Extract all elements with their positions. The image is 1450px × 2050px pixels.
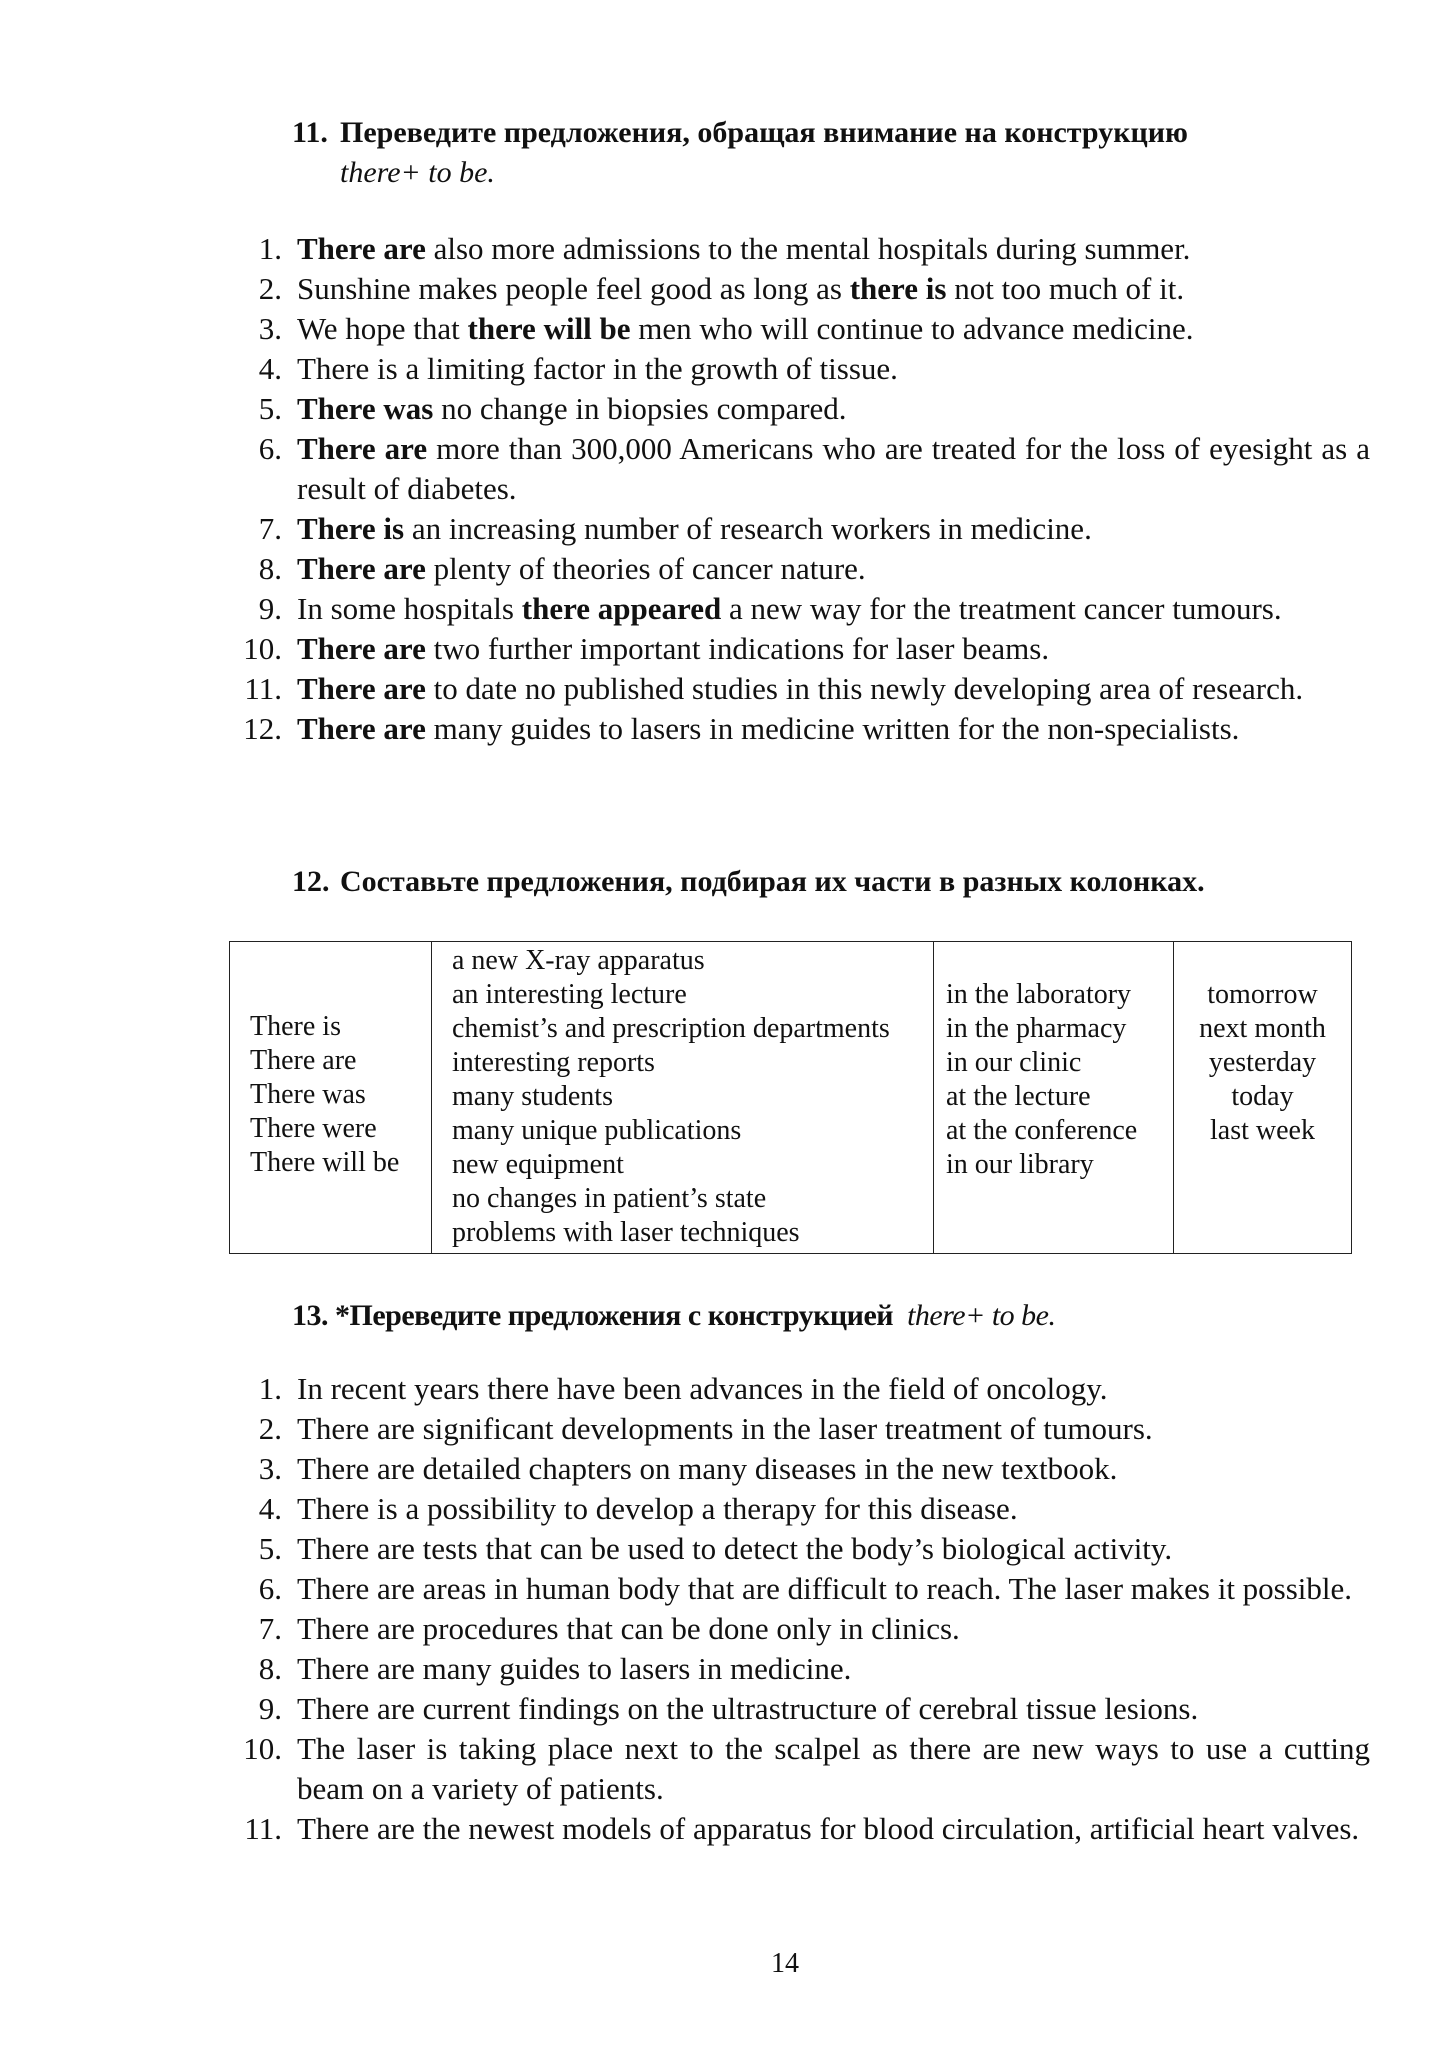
list-item <box>0 1569 1450 1609</box>
item-text-part: In recent years there have been advances in the field of oncology. <box>297 1371 1108 1406</box>
item-number: 9. <box>258 591 282 626</box>
item-number: 10. <box>243 1731 282 1766</box>
item-text <box>297 429 1370 509</box>
item-text <box>297 269 1370 309</box>
table-cell-entry: in our clinic <box>946 1047 1082 1078</box>
item-text-part: a new way for the treatment cancer tumours. <box>721 591 1282 626</box>
exercise-11-heading <box>292 113 1367 193</box>
item-number: 6. <box>258 431 282 466</box>
table-cell-entry: in the pharmacy <box>946 1013 1127 1044</box>
list-item <box>0 1449 1450 1489</box>
table-cell-entry: no changes in patient’s state <box>452 1183 767 1214</box>
item-text <box>297 509 1370 549</box>
table-cell-entry: last week <box>1210 1115 1315 1146</box>
item-text <box>297 1449 1370 1489</box>
item-text <box>297 1369 1370 1409</box>
exercise-11-formula: there+ to be. <box>340 156 495 189</box>
item-text-part: an increasing number of research workers in medicine. <box>404 511 1092 546</box>
table-cell-entry: There will be <box>250 1147 400 1178</box>
item-text-part: Sunshine makes people feel good as long as <box>297 271 850 306</box>
construction-highlight: There are <box>297 231 426 266</box>
table-cell-entry: at the lecture <box>946 1081 1091 1112</box>
item-number: 7. <box>258 511 282 546</box>
table-column-object <box>432 942 934 1253</box>
item-number: 8. <box>258 1651 282 1686</box>
list-item <box>0 1729 1450 1809</box>
item-number: 6. <box>258 1571 282 1606</box>
table-column-time <box>1174 942 1351 1253</box>
exercise-11-title: Переведите предложения, обращая внимание на конструкцию <box>340 116 1188 149</box>
list-item <box>0 629 1450 669</box>
exercise-12-number: 12. <box>292 865 330 898</box>
construction-highlight: There are <box>297 431 428 466</box>
table-cell-entry: at the conference <box>946 1115 1138 1146</box>
item-number: 11. <box>244 1811 282 1846</box>
list-item <box>0 1809 1450 1849</box>
table-cell-entry: many students <box>452 1081 613 1112</box>
table-cell-entry: There is <box>250 1011 341 1042</box>
item-text-part: In some hospitals <box>297 591 522 626</box>
item-text-part: to date no published studies in this newly developing area of research. <box>425 671 1304 706</box>
item-text-part: more than 300,000 Americans who are treated for the loss of eyesight as a result of diabetes. <box>297 431 1370 506</box>
construction-highlight: there will be <box>467 311 631 346</box>
table-cell-entry: in our library <box>946 1149 1094 1180</box>
item-text-part: There are tests that can be used to detect the body’s biological activity. <box>297 1531 1173 1566</box>
table-cell-entry: today <box>1231 1081 1294 1112</box>
table-cell-entry: There were <box>250 1113 377 1144</box>
exercise-13-formula: there+ to be. <box>907 1299 1056 1332</box>
list-item <box>0 1369 1450 1409</box>
item-text-part: no change in biopsies compared. <box>433 391 847 426</box>
table-cell-entry: yesterday <box>1208 1047 1317 1078</box>
table-cell-entry: There was <box>250 1079 366 1110</box>
list-item <box>0 229 1450 269</box>
list-item <box>0 429 1450 509</box>
exercise-11-list <box>0 229 1450 749</box>
item-number: 11. <box>244 671 282 706</box>
item-text-part: There are the newest models of apparatus for blood circulation, artificial heart valves. <box>297 1811 1360 1846</box>
item-number: 10. <box>243 631 282 666</box>
exercise-11-number: 11. <box>292 116 328 149</box>
item-text <box>297 309 1370 349</box>
item-number: 2. <box>258 1411 282 1446</box>
table-cell-entry: interesting reports <box>452 1047 655 1078</box>
item-number: 2. <box>258 271 282 306</box>
list-item <box>0 549 1450 589</box>
item-text-part: men who will continue to advance medicine. <box>630 311 1194 346</box>
list-item <box>0 349 1450 389</box>
item-text-part: There are current findings on the ultrastructure of cerebral tissue lesions. <box>297 1691 1199 1726</box>
list-item <box>0 1489 1450 1529</box>
item-text <box>297 1609 1370 1649</box>
item-number: 5. <box>258 391 282 426</box>
exercise-13-heading <box>292 1296 1367 1336</box>
item-number: 4. <box>258 351 282 386</box>
item-text <box>297 229 1370 269</box>
exercise-13-list <box>0 1369 1450 1849</box>
construction-highlight: There are <box>297 631 426 666</box>
item-number: 3. <box>258 311 282 346</box>
item-number: 12. <box>243 711 282 746</box>
list-item <box>0 709 1450 749</box>
item-text <box>297 389 1370 429</box>
item-number: 9. <box>258 1691 282 1726</box>
list-item <box>0 389 1450 429</box>
table-cell-entry: new equipment <box>452 1149 624 1180</box>
table-cell-entry: chemist’s and prescription departments <box>452 1013 890 1044</box>
item-text-part: The laser is taking place next to the scalpel as there are new ways to use a cutting beam on a variety of patients. <box>297 1731 1370 1806</box>
item-text <box>297 1409 1370 1449</box>
list-item <box>0 1409 1450 1449</box>
item-text <box>297 549 1370 589</box>
table-cell-entry: There are <box>250 1045 357 1076</box>
item-text <box>297 1689 1370 1729</box>
construction-highlight: there is <box>849 271 947 306</box>
item-text-part: We hope that <box>297 311 468 346</box>
list-item <box>0 1609 1450 1649</box>
item-text-part: There are procedures that can be done only in clinics. <box>297 1611 960 1646</box>
exercise-13-number: 13. * <box>292 1299 350 1332</box>
item-text <box>297 1809 1370 1849</box>
item-text-part: There are significant developments in the laser treatment of tumours. <box>297 1411 1153 1446</box>
construction-highlight: There are <box>297 711 426 746</box>
table-column-place <box>934 942 1174 1253</box>
item-text <box>297 1729 1370 1809</box>
table-cell-entry: tomorrow <box>1207 979 1318 1010</box>
list-item <box>0 269 1450 309</box>
table-cell-entry: many unique publications <box>452 1115 742 1146</box>
construction-highlight: there appeared <box>521 591 722 626</box>
table-column-subject <box>230 942 432 1253</box>
item-number: 1. <box>258 1371 282 1406</box>
list-item <box>0 309 1450 349</box>
item-number: 3. <box>258 1451 282 1486</box>
item-text <box>297 1489 1370 1529</box>
table-cell-entry: next month <box>1199 1013 1326 1044</box>
table-cell-entry: an interesting lecture <box>452 979 687 1010</box>
list-item <box>0 589 1450 629</box>
sentence-parts-table <box>229 941 1352 1254</box>
item-number: 8. <box>258 551 282 586</box>
item-text-part: There are areas in human body that are difficult to reach. The laser makes it possible. <box>297 1571 1353 1606</box>
item-number: 1. <box>258 231 282 266</box>
item-text-part: There are many guides to lasers in medicine. <box>297 1651 852 1686</box>
item-text <box>297 629 1370 669</box>
exercise-12-heading <box>292 862 1367 902</box>
item-text-part: also more admissions to the mental hospitals during summer. <box>425 231 1191 266</box>
item-text <box>297 1569 1370 1609</box>
list-item <box>0 1529 1450 1569</box>
item-text-part: There are detailed chapters on many diseases in the new textbook. <box>297 1451 1118 1486</box>
table-cell-entry: problems with laser techniques <box>452 1217 800 1248</box>
table-cell-entry: a new X-ray apparatus <box>452 945 705 976</box>
construction-highlight: There is <box>297 511 405 546</box>
item-text <box>297 589 1370 629</box>
exercise-13-title: Переведите предложения с конструкцией <box>349 1299 894 1332</box>
item-text <box>297 349 1370 389</box>
exercise-12-title: Составьте предложения, подбирая их части в разных колонках. <box>340 865 1205 898</box>
item-text-part: not too much of it. <box>946 271 1185 306</box>
construction-highlight: There was <box>297 391 434 426</box>
item-text <box>297 1529 1370 1569</box>
list-item <box>0 669 1450 709</box>
construction-highlight: There are <box>297 551 426 586</box>
list-item <box>0 509 1450 549</box>
item-number: 7. <box>258 1611 282 1646</box>
item-text-part: plenty of theories of cancer nature. <box>425 551 866 586</box>
item-text <box>297 669 1370 709</box>
item-number: 5. <box>258 1531 282 1566</box>
list-item <box>0 1649 1450 1689</box>
list-item <box>0 1689 1450 1729</box>
construction-highlight: There are <box>297 671 426 706</box>
item-text-part: two further important indications for laser beams. <box>425 631 1050 666</box>
table-cell-entry: in the laboratory <box>946 979 1132 1010</box>
item-text-part: There is a limiting factor in the growth of tissue. <box>297 351 898 386</box>
page-number: 14 <box>771 1948 799 1979</box>
item-text-part: There is a possibility to develop a therapy for this disease. <box>297 1491 1018 1526</box>
item-number: 4. <box>258 1491 282 1526</box>
item-text <box>297 709 1370 749</box>
item-text-part: many guides to lasers in medicine written for the non-specialists. <box>425 711 1240 746</box>
item-text <box>297 1649 1370 1689</box>
